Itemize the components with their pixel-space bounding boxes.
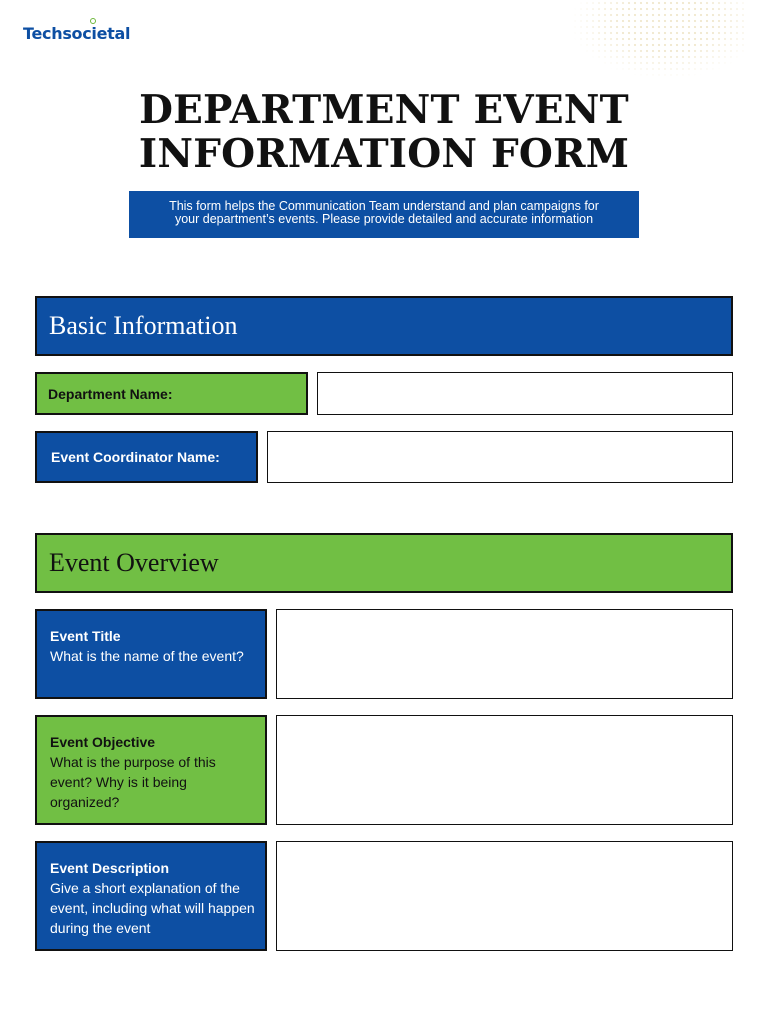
event-objective-label-title: Event Objective xyxy=(50,734,156,750)
event-title-label-title: Event Title xyxy=(50,628,121,644)
page-title xyxy=(0,88,768,176)
event-description-label-title: Event Description xyxy=(50,860,170,876)
basic-information-heading: Basic Information xyxy=(49,311,238,340)
event-overview-heading: Event Overview xyxy=(49,548,219,577)
department-name-label-text: Department Name: xyxy=(48,385,173,402)
event-description-label xyxy=(35,841,267,951)
techsocietal-logo: Techsoc ietal xyxy=(23,24,130,43)
event-objective-label xyxy=(35,715,267,825)
event-title-label xyxy=(35,609,267,699)
title-line-2: INFORMATION FORM xyxy=(138,131,630,177)
event-coordinator-name-label-text: Event Coordinator Name: xyxy=(51,449,220,465)
intro-line-2: your department’s events. Please provide detailed and accurate information xyxy=(174,212,594,226)
intro-banner xyxy=(129,191,639,238)
event-title-field[interactable] xyxy=(276,609,733,699)
event-coordinator-name-label xyxy=(35,431,258,483)
title-line-1: DEPARTMENT EVENT xyxy=(139,87,629,133)
event-overview-header xyxy=(35,533,733,593)
department-name-label xyxy=(35,372,308,415)
basic-information-header xyxy=(35,296,733,356)
event-title-label-desc: What is the name of the event? xyxy=(50,648,244,664)
intro-line-1: This form helps the Communication Team understand and plan campaigns for xyxy=(169,199,599,213)
event-objective-label-desc: What is the purpose of this event? Why is it being organized? xyxy=(50,754,216,810)
event-description-label-desc: Give a short explanation of the event, including what will happen during the event xyxy=(50,880,255,936)
event-objective-field[interactable] xyxy=(276,715,733,825)
event-coordinator-name-field[interactable] xyxy=(267,431,733,483)
department-name-field[interactable] xyxy=(317,372,733,415)
event-description-field[interactable] xyxy=(276,841,733,951)
decorative-dot-pattern xyxy=(572,0,744,78)
